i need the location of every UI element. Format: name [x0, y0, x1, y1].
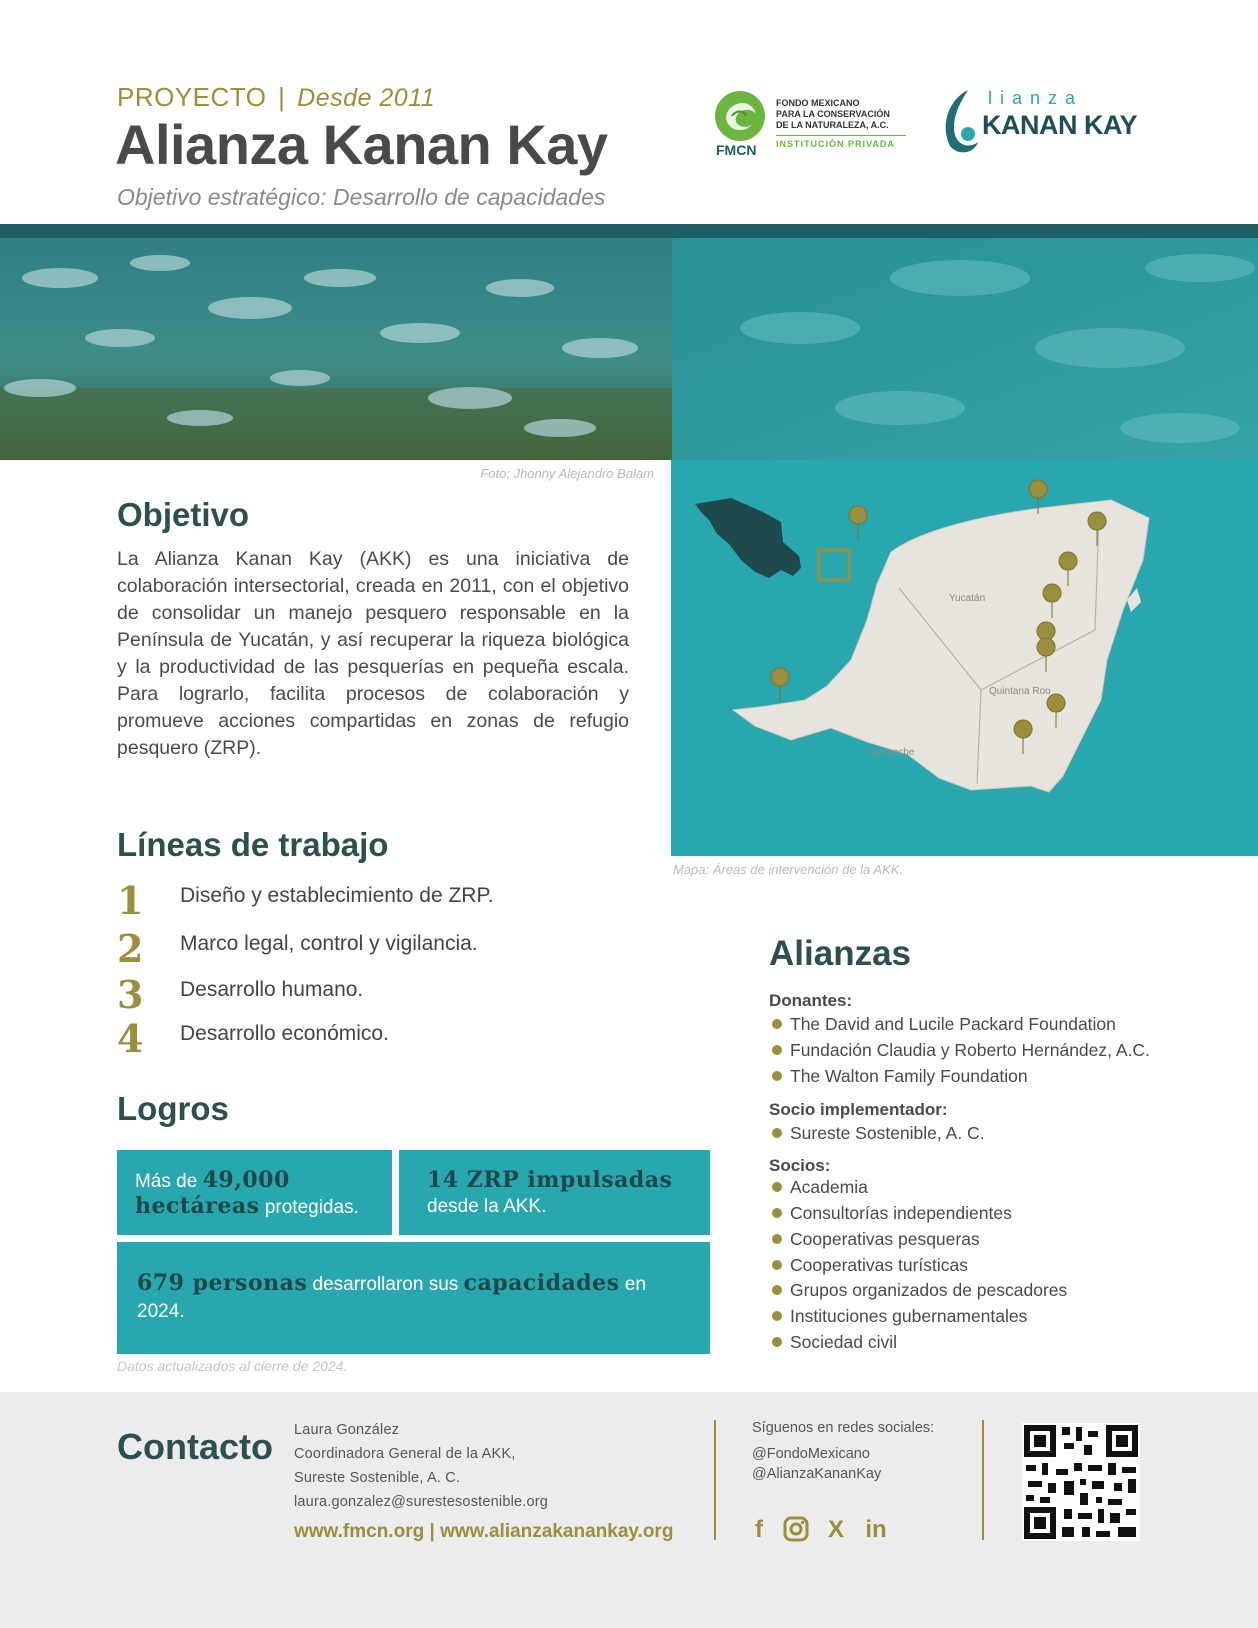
linea-number: 4 — [117, 1016, 144, 1061]
socio-name: Academia — [790, 1177, 868, 1197]
fmcn-line-2: PARA LA CONSERVACIÓN — [776, 109, 890, 119]
donante-name: Fundación Claudia y Roberto Hernández, A.C. — [790, 1040, 1150, 1060]
fish-photo-image — [0, 238, 1258, 460]
logro-personas-box — [117, 1242, 710, 1354]
map-label-campeche: Campeche — [866, 747, 915, 758]
map-label-quintana-roo: Quintana Roo — [989, 686, 1051, 697]
linkedin-icon[interactable]: in — [865, 1516, 887, 1543]
contact-org: Sureste Sostenible, A. C. — [294, 1470, 461, 1486]
bullet-icon — [772, 1208, 782, 1218]
fish-school-photo — [0, 238, 1258, 460]
logro-zrp-count: 14 ZRP impulsadas — [427, 1167, 673, 1193]
alianzas-heading: Alianzas — [769, 934, 911, 973]
website-links[interactable]: www.fmcn.org | www.alianzakanankay.org — [294, 1521, 674, 1542]
socio-item — [772, 1203, 1012, 1224]
donante-item — [772, 1066, 1028, 1087]
linea-label: Marco legal, control y vigilancia. — [180, 932, 478, 955]
socio-name: Sociedad civil — [790, 1332, 897, 1352]
akk-logo-main: KANAN KAY — [982, 110, 1138, 140]
fmcn-tag: INSTITUCIÓN PRIVADA — [776, 139, 895, 149]
socio-name: Consultorías independientes — [790, 1203, 1012, 1223]
contacto-heading: Contacto — [117, 1426, 273, 1467]
socio-item — [772, 1306, 1027, 1327]
donante-item — [772, 1014, 1116, 1035]
contact-email[interactable]: laura.gonzalez@surestesostenible.org — [294, 1494, 549, 1510]
lineas-heading: Líneas de trabajo — [117, 826, 389, 863]
socio-name: Instituciones gubernamentales — [790, 1306, 1028, 1326]
logro-capacidades: capacidades — [463, 1270, 620, 1296]
logros-heading: Logros — [117, 1090, 229, 1127]
donante-name: The David and Lucile Packard Foundation — [790, 1014, 1116, 1034]
logros-note: Datos actualizados al cierre de 2024. — [117, 1358, 348, 1374]
donante-item — [772, 1040, 1150, 1061]
linea-item — [117, 1016, 577, 1062]
x-icon[interactable]: X — [827, 1516, 844, 1543]
linea-item — [117, 972, 577, 1018]
logro-zrp-box — [399, 1150, 710, 1235]
bullet-icon — [772, 1128, 782, 1138]
contact-name: Laura González — [294, 1422, 400, 1438]
socio-item — [772, 1332, 897, 1353]
logro-post: protegidas. — [259, 1197, 359, 1218]
donantes-label: Donantes: — [769, 991, 853, 1010]
socio-implementador-label: Socio implementador: — [769, 1100, 948, 1119]
logro-unit: hectáreas — [135, 1193, 260, 1219]
donante-name: The Walton Family Foundation — [790, 1066, 1028, 1086]
project-pre: PROYECTO — [117, 82, 267, 112]
social-handle[interactable]: @AlianzaKananKay — [752, 1466, 882, 1482]
socio-name: Grupos organizados de pescadores — [790, 1280, 1068, 1300]
social-handle[interactable]: @FondoMexicano — [752, 1446, 870, 1462]
photo-credit: Foto: Jhonny Alejandro Balam — [480, 466, 654, 481]
logro-personas-mid: desarrollaron sus — [307, 1274, 464, 1295]
instagram-icon[interactable] — [782, 1516, 810, 1544]
akk-fish-icon — [938, 86, 984, 158]
linea-label: Desarrollo económico. — [180, 1022, 389, 1045]
akk-logo — [938, 84, 1148, 164]
socio-item — [772, 1229, 980, 1250]
bullet-icon — [772, 1019, 782, 1029]
qr-code[interactable] — [1022, 1423, 1140, 1541]
socio-name: Cooperativas turísticas — [790, 1255, 968, 1275]
objetivo-text: La Alianza Kanan Kay (AKK) es una iniciativa de colaboración intersectorial, creada en 2011, con el objetivo de consolidar un manejo pesquero responsable en la Península de Yucatán, y así recuperar la riqueza biológica y la productividad de las pesquerías en pequeña escala. Para lograrlo, facilita procesos de colaboración y promueve acciones compartidas en zonas de refugio pesquero (ZRP). — [117, 548, 629, 759]
bullet-icon — [772, 1071, 782, 1081]
qr-code-icon — [1022, 1423, 1140, 1541]
linea-number: 1 — [117, 878, 144, 923]
fmcn-logo — [712, 86, 917, 158]
bullet-icon — [772, 1045, 782, 1055]
linea-item — [117, 878, 577, 924]
bullet-icon — [772, 1311, 782, 1321]
project-since: Desde 2011 — [297, 84, 436, 112]
fmcn-line-3: DE LA NATURALEZA, A.C. — [776, 120, 889, 130]
socio-implementador-name: Sureste Sostenible, A. C. — [790, 1123, 985, 1143]
contact-role: Coordinadora General de la AKK, — [294, 1446, 516, 1462]
logro-zrp-post: desde la AKK. — [427, 1196, 547, 1217]
header-divider-bar — [0, 224, 1258, 238]
socio-item — [772, 1255, 968, 1276]
bullet-icon — [772, 1260, 782, 1270]
linea-item — [117, 926, 577, 972]
logro-pre: Más de — [135, 1171, 203, 1192]
socios-label: Socios: — [769, 1156, 831, 1175]
linea-label: Desarrollo humano. — [180, 978, 364, 1001]
logro-personas-post: en 2024. — [137, 1274, 646, 1322]
objetivo-heading: Objetivo — [117, 496, 250, 533]
intervention-map — [671, 460, 1258, 856]
socio-name: Cooperativas pesqueras — [790, 1229, 980, 1249]
project-label — [117, 82, 435, 113]
map-caption: Mapa: Áreas de intervención de la AKK. — [673, 862, 904, 877]
page-title: Alianza Kanan Kay — [115, 113, 608, 176]
linea-label: Diseño y establecimiento de ZRP. — [180, 884, 494, 907]
page-subtitle: Objetivo estratégico: Desarrollo de capacidades — [117, 184, 606, 210]
footer-divider — [714, 1420, 716, 1540]
social-label: Síguenos en redes sociales: — [752, 1420, 935, 1436]
yucatan-map-image — [671, 460, 1258, 856]
socio-item — [772, 1177, 868, 1198]
footer-divider — [982, 1420, 984, 1540]
bullet-icon — [772, 1337, 782, 1347]
bullet-icon — [772, 1182, 782, 1192]
bullet-icon — [772, 1285, 782, 1295]
logro-hectareas-box — [117, 1150, 392, 1235]
linea-number: 2 — [117, 926, 144, 971]
bullet-icon — [772, 1234, 782, 1244]
logro-number: 49,000 — [202, 1167, 290, 1193]
socio-implementador-item — [772, 1123, 985, 1144]
fmcn-line-1: FONDO MEXICANO — [776, 98, 860, 108]
linea-number: 3 — [117, 972, 144, 1017]
map-label-yucatan: Yucatán — [949, 593, 986, 604]
akk-logo-top: lianza — [988, 88, 1084, 108]
logro-personas-count: 679 personas — [137, 1270, 308, 1296]
facebook-icon[interactable]: f — [755, 1516, 763, 1543]
project-sep: | — [278, 82, 286, 112]
fmcn-acronym: FMCN — [716, 142, 757, 158]
socio-item — [772, 1280, 1067, 1301]
